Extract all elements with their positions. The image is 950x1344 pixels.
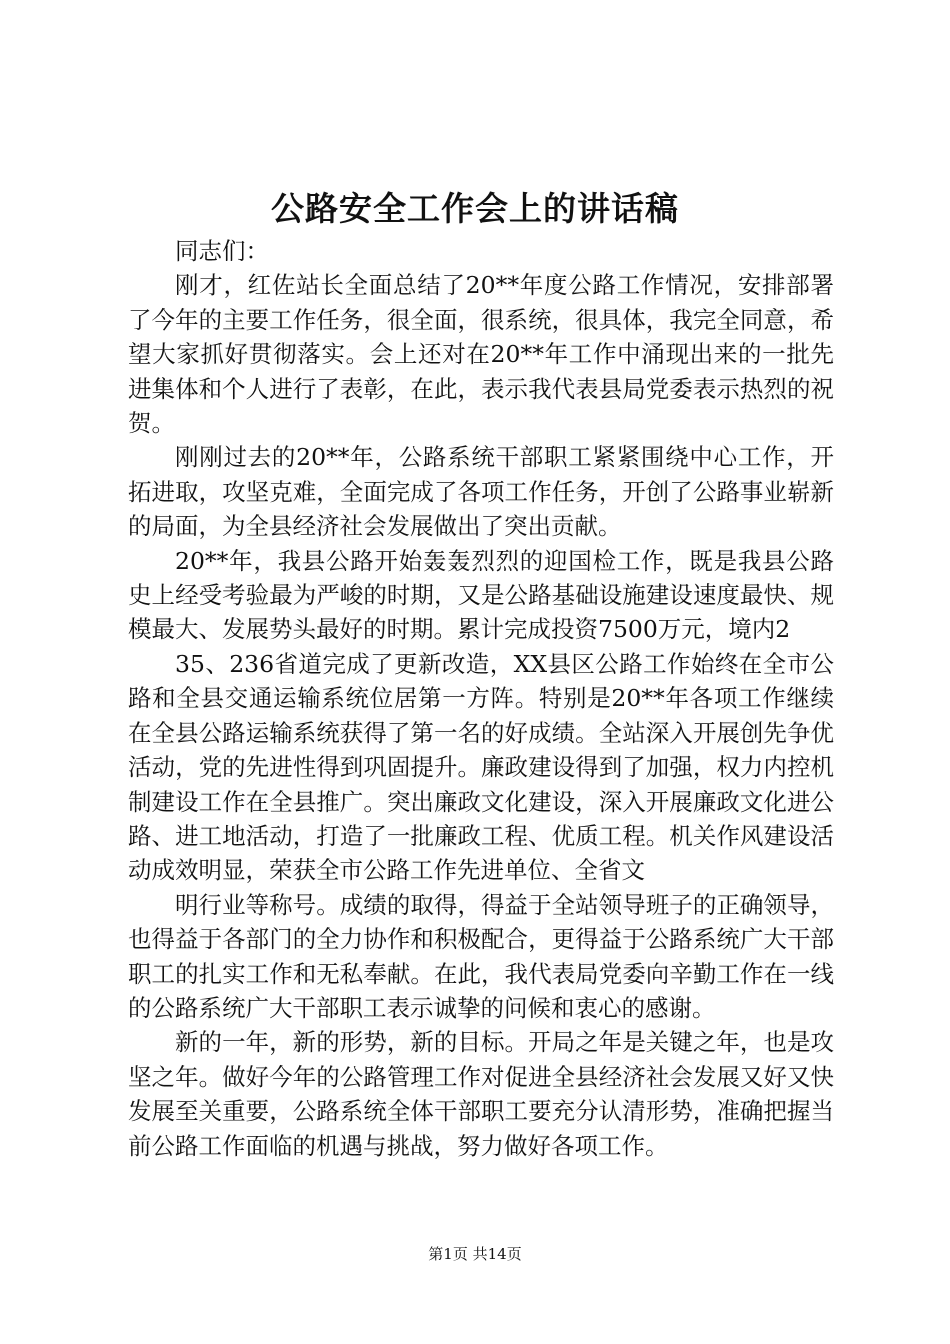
page-footer: 第1页 共14页: [428, 1245, 522, 1263]
paragraph: 刚才，红佐站长全面总结了20**年度公路工作情况，安排部署了今年的主要工作任务，很全面，很系统，很具体，我完全同意，希望大家抓好贯彻落实。会上还对在20**年工作中涌现出来的一批先进集体和个人进行了表彰，在此，表示我代表县局党委表示热烈的祝贺。: [128, 271, 834, 438]
paragraph: 刚刚过去的20**年，公路系统干部职工紧紧围绕中心工作，开拓进取，攻坚克难，全面完成了各项工作任务，开创了公路事业崭新的局面，为全县经济社会发展做出了突出贡献。: [128, 443, 834, 541]
paragraph: 20**年，我县公路开始轰轰烈烈的迎国检工作，既是我县公路史上经受考验最为严峻的时期，又是公路基础设施建设速度最快、规模最大、发展势头最好的时期。累计完成投资7500万元，境内2: [128, 546, 834, 644]
paragraph: 新的一年，新的形势，新的目标。开局之年是关键之年，也是攻坚之年。做好今年的公路管理工作对促进全县经济社会发展又好又快发展至关重要，公路系统全体干部职工要充分认清形势，准确把握当前公路工作面临的机遇与挑战，努力做好各项工作。: [128, 1028, 834, 1160]
document-title: 公路安全工作会上的讲话稿: [271, 189, 679, 228]
paragraph: 35、236省道完成了更新改造，XX县区公路工作始终在全市公路和全县交通运输系统位居第一方阵。特别是20**年各项工作继续在全县公路运输系统获得了第一名的好成绩。全站深入开展创先争优活动，党的先进性得到巩固提升。廉政建设得到了加强，权力内控机制建设工作在全县推广。突出廉政文化建设，深入开展廉政文化进公路、进工地活动，打造了一批廉政工程、优质工程。机关作风建设活动成效明显，荣获全市公路工作先进单位、全省文: [128, 649, 834, 885]
salutation: 同志们：: [175, 237, 269, 265]
document-body: [128, 234, 834, 1163]
paragraph: 明行业等称号。成绩的取得，得益于全站领导班子的正确领导，也得益于各部门的全力协作和积极配合，更得益于公路系统广大干部职工的扎实工作和无私奉献。在此，我代表局党委向辛勤工作在一线的公路系统广大干部职工表示诚挚的问候和衷心的感谢。: [128, 890, 834, 1022]
